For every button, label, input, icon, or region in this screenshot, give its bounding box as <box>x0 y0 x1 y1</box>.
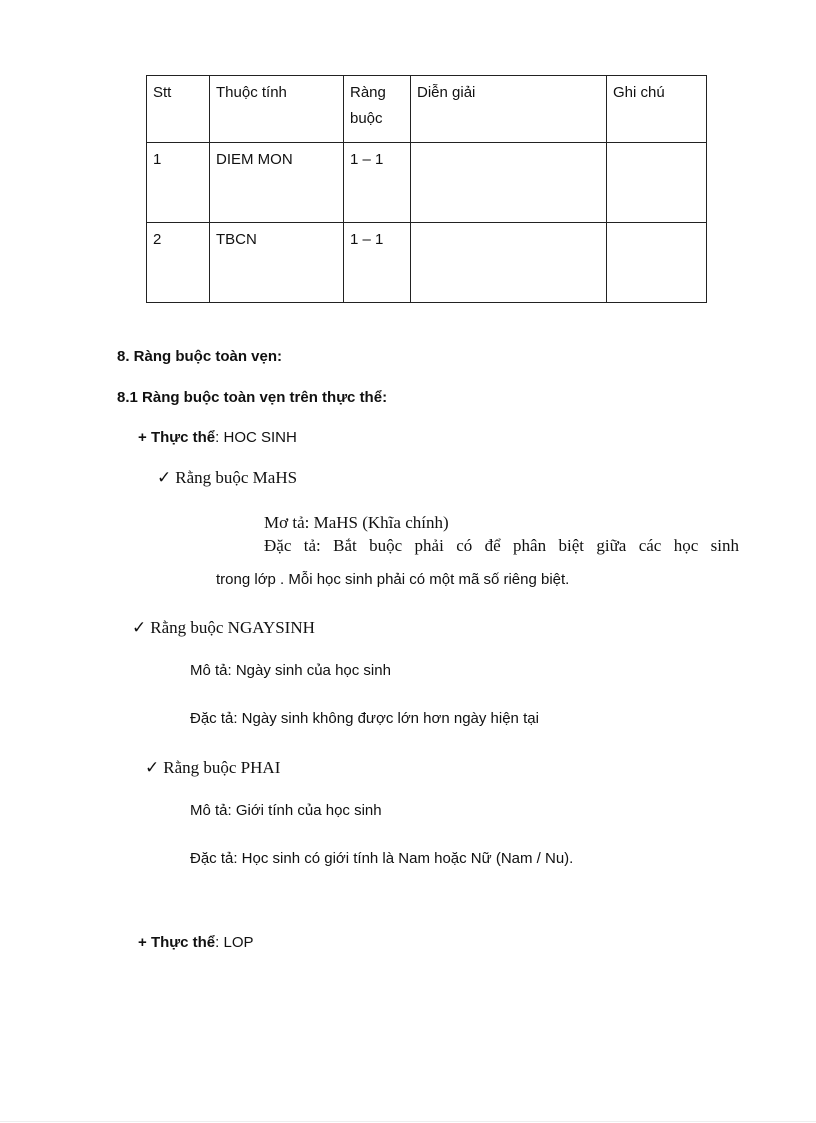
header-cell-dien-giai: Diễn giải <box>411 76 607 143</box>
section-8-heading: 8. Ràng buộc toàn vẹn: <box>117 348 283 365</box>
check-icon: ✓ <box>145 758 160 777</box>
table-header-row <box>147 76 707 143</box>
mahs-mota: Mơ tả: MaHS (Khĩa chính) <box>264 513 449 532</box>
entity-separator: : <box>215 934 224 951</box>
constraint-title: Rằng buộc MaHS <box>175 468 298 487</box>
entity-name: LOP <box>223 934 254 951</box>
ngaysinh-mota: Mô tả: Ngày sinh của học sinh <box>190 662 391 679</box>
entity-hocsinh-line <box>138 429 297 446</box>
cell-stt: 2 <box>147 223 210 303</box>
cell-thuoc-tinh: TBCN <box>210 223 344 303</box>
entity-prefix: + <box>138 429 151 446</box>
cell-rang-buoc: 1 – 1 <box>344 143 411 223</box>
attribute-table <box>146 75 707 303</box>
entity-prefix: + <box>138 934 151 951</box>
check-icon: ✓ <box>132 618 147 637</box>
cell-dien-giai <box>411 223 607 303</box>
entity-name: HOC SINH <box>223 429 297 446</box>
cell-stt: 1 <box>147 143 210 223</box>
check-icon: ✓ <box>157 468 172 487</box>
phai-mota: Mô tả: Giới tính của học sinh <box>190 802 382 819</box>
entity-lop-line <box>138 934 254 951</box>
entity-separator: : <box>215 429 224 446</box>
header-cell-rang-buoc: Ràng buộc <box>344 76 411 143</box>
table-row <box>147 223 707 303</box>
ngaysinh-dacta: Đặc tả: Ngày sinh không được lớn hơn ngày hiện tại <box>190 710 539 727</box>
entity-label: Thực thể <box>150 429 216 446</box>
entity-label: Thực thể <box>150 934 216 951</box>
constraint-mahs-title <box>157 468 297 488</box>
cell-rang-buoc: 1 – 1 <box>344 223 411 303</box>
constraint-phai-title <box>145 758 280 778</box>
cell-ghi-chu <box>607 223 707 303</box>
page-bottom-edge <box>0 1121 816 1122</box>
constraint-ngaysinh-title <box>132 618 315 638</box>
cell-thuoc-tinh: DIEM MON <box>210 143 344 223</box>
mahs-dacta-line-2: trong lớp . Mỗi học sinh phải có một mã số riêng biệt. <box>216 571 570 588</box>
cell-dien-giai <box>411 143 607 223</box>
constraint-title: Rằng buộc NGAYSINH <box>150 618 315 637</box>
mahs-dacta-line-1: Đặc tả: Bắt buộc phải có để phân biệt giữa các học sinh <box>264 536 739 555</box>
table-row <box>147 143 707 223</box>
header-cell-thuoc-tinh: Thuộc tính <box>210 76 344 143</box>
section-8-1-heading: 8.1 Ràng buộc toàn vẹn trên thực thể: <box>117 389 388 406</box>
cell-ghi-chu <box>607 143 707 223</box>
header-cell-stt: Stt <box>147 76 210 143</box>
phai-dacta: Đặc tả: Học sinh có giới tính là Nam hoặc Nữ (Nam / Nu). <box>190 850 574 867</box>
constraint-title: Rằng buộc PHAI <box>163 758 281 777</box>
header-cell-ghi-chu: Ghi chú <box>607 76 707 143</box>
